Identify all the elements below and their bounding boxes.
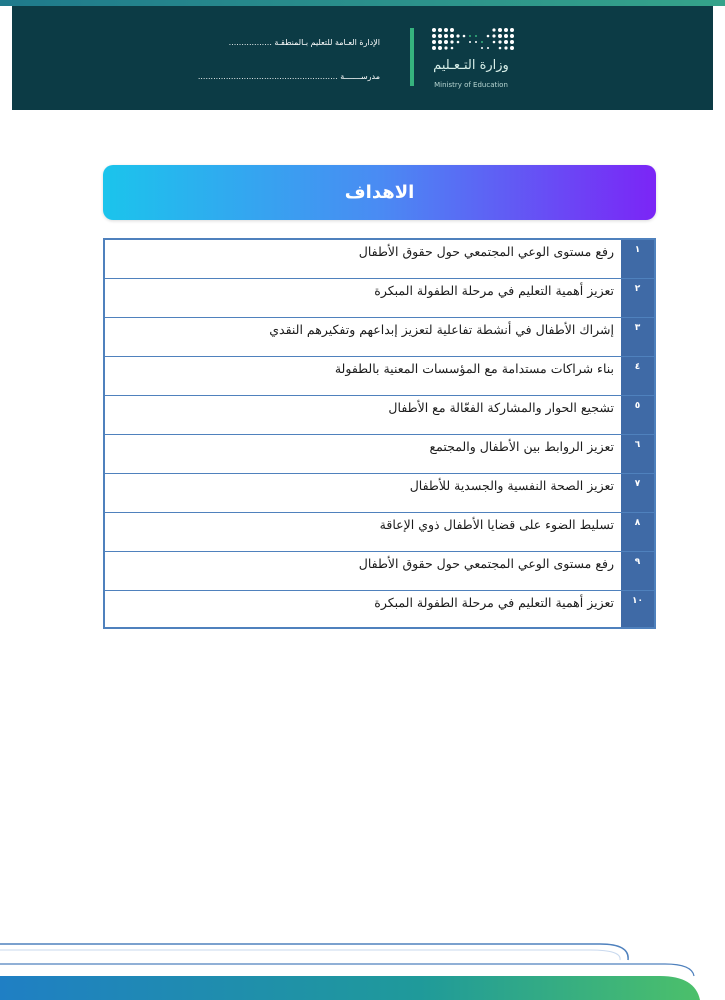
footer-decoration: [0, 936, 725, 1000]
goal-number: ٧: [620, 474, 654, 512]
table-row: [105, 240, 654, 279]
goal-number: ٥: [620, 396, 654, 434]
goal-text: تعزيز أهمية التعليم في مرحلة الطفولة المبكرة: [374, 283, 614, 298]
table-row: [105, 279, 654, 318]
table-row: [105, 318, 654, 357]
header-divider: [410, 28, 414, 86]
goal-text: رفع مستوى الوعي المجتمعي حول حقوق الأطفال: [358, 556, 614, 571]
goal-number: ٣: [620, 318, 654, 356]
goal-text: إشراك الأطفال في أنشطة تفاعلية لتعزيز إبداعهم وتفكيرهم النقدي: [269, 322, 614, 337]
goal-number: ٢: [620, 279, 654, 317]
ministry-logo-icon: [430, 26, 516, 58]
ministry-name-arabic: وزارة التـعـليم: [433, 58, 509, 73]
header-school-line: مدرســـــــة .......................................................: [197, 72, 380, 81]
goal-text: رفع مستوى الوعي المجتمعي حول حقوق الأطفال: [358, 244, 614, 259]
ministry-logo: [420, 24, 520, 98]
table-row: [105, 474, 654, 513]
goal-number: ١: [620, 240, 654, 278]
goal-text: تشجيع الحوار والمشاركة الفعّالة مع الأطفال: [388, 400, 614, 415]
table-row: [105, 591, 654, 627]
goal-number: ٩: [620, 552, 654, 590]
goal-text: تعزيز الصحة النفسية والجسدية للأطفال: [409, 478, 614, 493]
goal-number: ٨: [620, 513, 654, 551]
goals-table: [103, 238, 656, 629]
goals-title: الاهداف: [344, 182, 415, 203]
table-row: [105, 357, 654, 396]
goals-title-banner: [103, 165, 656, 220]
ministry-name-english: Ministry of Education: [434, 81, 508, 89]
goal-text: بناء شراكات مستدامة مع المؤسسات المعنية بالطفولة: [334, 361, 614, 376]
goal-number: ٦: [620, 435, 654, 473]
goal-text: تعزيز أهمية التعليم في مرحلة الطفولة المبكرة: [374, 595, 614, 610]
goal-text: تعزيز الروابط بين الأطفال والمجتمع: [429, 439, 614, 454]
table-row: [105, 552, 654, 591]
table-row: [105, 435, 654, 474]
header-region-line: الإدارة العـامة للتعليم بـالمنطقـة .................: [228, 38, 380, 47]
goal-number: ١٠: [620, 591, 654, 627]
goal-text: تسليط الضوء على قضايا الأطفال ذوي الإعاقة: [379, 517, 614, 532]
page-header: [12, 6, 713, 110]
table-row: [105, 513, 654, 552]
goal-number: ٤: [620, 357, 654, 395]
table-row: [105, 396, 654, 435]
